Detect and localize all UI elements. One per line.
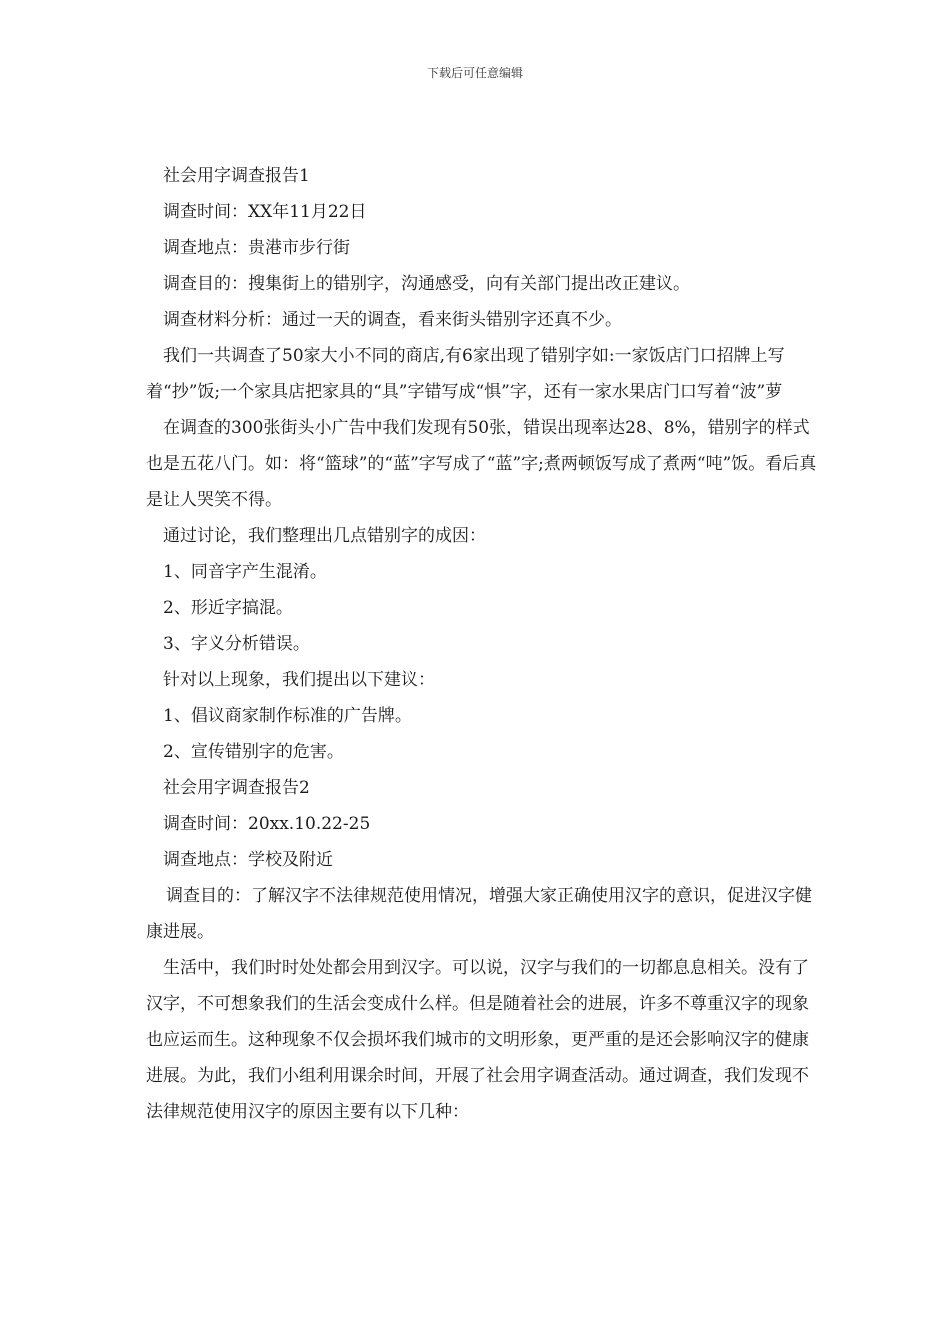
cause-item-1: 1、同音字产生混淆。 — [163, 562, 327, 582]
report-2-location: 调查地点：学校及附近 — [163, 850, 333, 870]
report-2-title: 社会用字调查报告2 — [163, 778, 310, 798]
report-2-body-paragraph: 生活中，我们时时处处都会用到汉字。可以说，汉字与我们的一切都息息相关。没有了汉字，不可想象我们的生活会变成什么样。但是随着社会的进展，许多不尊重汉字的现象也应运而生。这种现象不仅会损坏我们城市的文明形象，更严重的是还会影响汉字的健康进展。为此，我们小组利用课余时间，开展了社会用字调查活动。通过调查，我们发现不法律规范使用汉字的原因主要有以下几种： — [146, 958, 809, 1122]
suggestions-intro: 针对以上现象，我们提出以下建议： — [163, 670, 435, 690]
cause-item-3: 3、字义分析错误。 — [163, 634, 310, 654]
cause-item-2: 2、形近字搞混。 — [163, 598, 293, 618]
page-header: 下载后可任意编辑 — [426, 66, 523, 80]
report-1-ads-paragraph: 在调查的300张街头小广告中我们发现有50张，错误出现率达28、8%，错别字的样式也是五花八门。如：将“篮球”的“蓝”字写成了“蓝”字;煮两顿饭写成了煮两“吨”饭。看后真是让人哭笑不得。 — [146, 418, 817, 510]
report-1-time: 调查时间：XX年11月22日 — [163, 202, 367, 222]
report-1-title: 社会用字调查报告1 — [163, 166, 310, 186]
document-body — [146, 158, 818, 1130]
report-1-analysis: 调查材料分析：通过一天的调查，看来街头错别字还真不少。 — [163, 310, 622, 330]
suggestion-item-1: 1、倡议商家制作标准的广告牌。 — [163, 706, 412, 726]
report-2-time: 调查时间：20xx.10.22-25 — [163, 814, 371, 834]
report-2-purpose: 调查目的：了解汉字不法律规范使用情况，增强大家正确使用汉字的意识，促进汉字健康进展。 — [146, 886, 812, 942]
report-1-location: 调查地点：贵港市步行街 — [163, 238, 350, 258]
report-1-purpose: 调查目的：搜集街上的错别字，沟通感受，向有关部门提出改正建议。 — [163, 274, 690, 294]
suggestion-item-2: 2、宣传错别字的危害。 — [163, 742, 344, 762]
report-1-shops-paragraph: 我们一共调查了50家大小不同的商店,有6家出现了错别字如:一家饭店门口招牌上写着“抄”饭;一个家具店把家具的“具”字错写成“惧”字，还有一家水果店门口写着“波”萝 — [146, 346, 785, 402]
report-1-causes-intro: 通过讨论，我们整理出几点错别字的成因： — [163, 526, 486, 546]
